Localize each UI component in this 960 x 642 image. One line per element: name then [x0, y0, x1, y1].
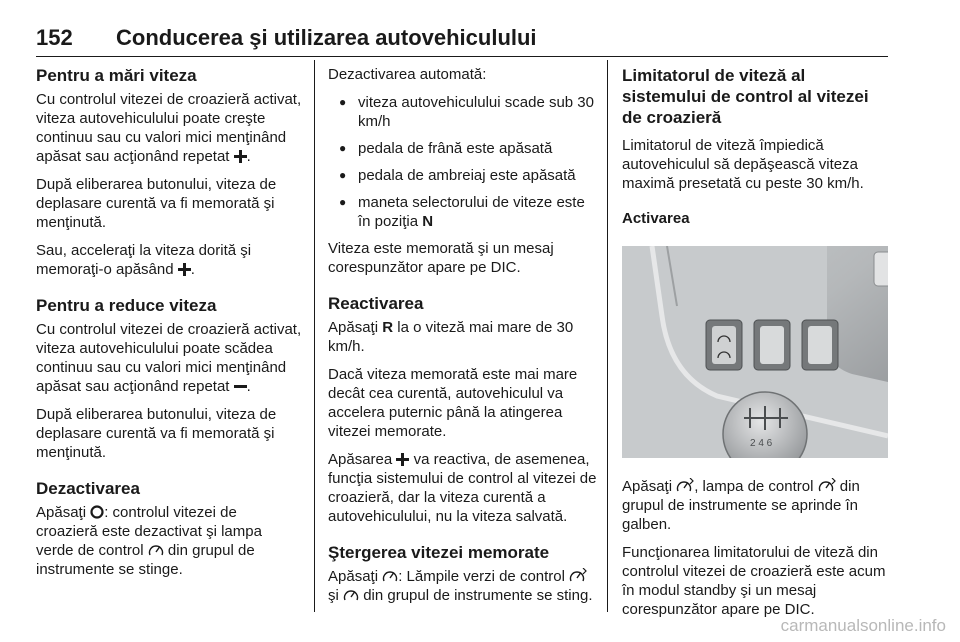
- heading-increase-speed: Pentru a mări viteza: [36, 66, 197, 85]
- speed-limiter-icon: [676, 478, 694, 493]
- column-3: [622, 65, 890, 628]
- paragraph: Apăsaţi : Lămpile verzi de control şi din grupul de instrumente se sting.: [328, 568, 593, 604]
- paragraph: Cu controlul vitezei de croazieră activat, viteza autovehiculului poate creşte continuu sau cu valori mici menţinând apăsat sau acţionând repetat .: [36, 91, 302, 165]
- minus-icon: [234, 380, 247, 393]
- list-item: ● pedala de frână este apăsată: [328, 139, 598, 158]
- paragraph: Apăsaţi , lampa de control din grupul de instrumente se aprinde în galben.: [622, 478, 860, 533]
- paragraph: După eliberarea butonului, viteza de deplasare curentă va fi memorată şi menţinută.: [36, 176, 277, 231]
- paragraph: Dacă viteza memorată este mai mare decât cea curentă, autovehiculul va accelera puternic până la atingerea vitezei memorate.: [328, 366, 578, 440]
- paragraph: Viteza este memorată şi un mesaj corespunzător apare pe DIC.: [328, 240, 554, 276]
- paragraph: Limitatorul de viteză împiedică autovehiculul să depăşească viteza maximă presetată cu peste 30 km/h.: [622, 137, 864, 192]
- paragraph: Apăsaţi : controlul vitezei de croazieră este dezactivat şi lampa verde de control din grupul de instrumente se stinge.: [36, 504, 262, 578]
- cruise-control-icon: [148, 543, 164, 557]
- column-divider: [607, 60, 608, 612]
- plus-icon: [396, 453, 409, 466]
- watermark: carmanualsonline.info: [780, 616, 946, 635]
- paragraph: Dezactivarea automată:: [328, 66, 487, 83]
- heading-deactivation: Dezactivarea: [36, 479, 140, 498]
- column-divider: [314, 60, 315, 612]
- heading-reactivation: Reactivarea: [328, 294, 424, 313]
- heading-decrease-speed: Pentru a reduce viteza: [36, 296, 217, 315]
- heading-activation: Activarea: [622, 210, 690, 227]
- paragraph: După eliberarea butonului, viteza de deplasare curentă va fi memorată şi menţinută.: [36, 406, 277, 461]
- gear-digits: 2 4 6: [750, 438, 773, 449]
- column-2: [328, 65, 598, 614]
- cruise-control-icon: [343, 588, 359, 602]
- speed-limiter-icon: [569, 568, 587, 583]
- paragraph: Apăsaţi R la o viteză mai mare de 30 km/h.: [328, 319, 574, 355]
- list-item: ● pedala de ambreiaj este apăsată: [328, 166, 598, 185]
- page-number: 152: [36, 25, 73, 50]
- column-1: [36, 65, 302, 588]
- paragraph: Sau, acceleraţi la viteza dorită şi memoraţi-o apăsând .: [36, 242, 252, 278]
- cruise-control-icon: [382, 569, 398, 583]
- heading-speed-limiter: Limitatorul de viteză al sistemului de control al vitezei de croazieră: [622, 66, 869, 127]
- chapter-title: Conducerea şi utilizarea autovehiculului: [116, 25, 537, 50]
- speed-limiter-icon: [818, 478, 836, 493]
- list-item: ● viteza autovehiculului scade sub 30 km/h: [328, 93, 598, 131]
- switch-panel: [706, 320, 838, 370]
- heading-delete-memory: Ştergerea vitezei memorate: [328, 543, 550, 562]
- plus-icon: [178, 263, 191, 276]
- paragraph: Funcţionarea limitatorului de viteză din controlul vitezei de croazieră este acum în modul standby şi un mesaj corespunzător apare pe DIC.: [622, 544, 886, 618]
- paragraph: Apăsarea va reactiva, de asemenea, funcţia sistemului de control al vitezei de croazieră, dar la viteza curentă a autovehiculului, nu la viteza salvată.: [328, 451, 597, 525]
- paragraph: Cu controlul vitezei de croazieră activat, viteza autovehiculului poate scădea continuu sau cu valori mici menţinând apăsat sau acţionând repetat .: [36, 321, 302, 395]
- dashboard-switch-illustration: [622, 246, 888, 458]
- auto-deactivation-list: [328, 93, 598, 231]
- off-circle-icon: [90, 505, 104, 519]
- plus-icon: [234, 150, 247, 163]
- list-item: ● maneta selectorului de viteze este în poziţia N: [328, 193, 598, 231]
- page-header: [36, 20, 888, 57]
